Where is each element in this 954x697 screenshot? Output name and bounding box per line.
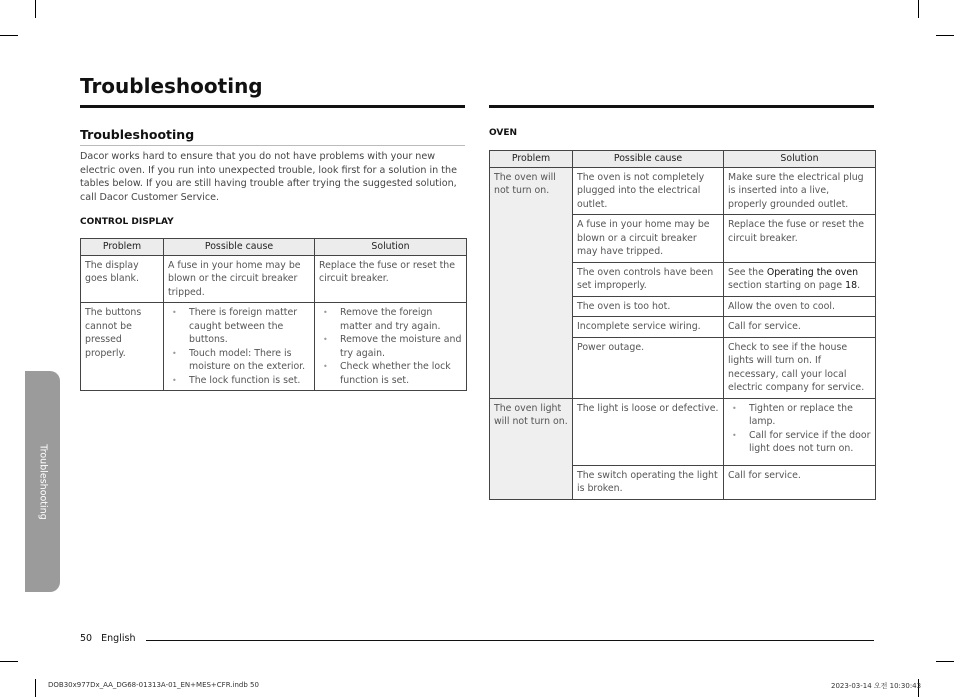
table-row: [490, 398, 876, 465]
solution-cell: Allow the oven to cool.: [724, 296, 876, 317]
cause-cell: The oven controls have been set improperly.: [573, 262, 724, 296]
solution-list: [728, 402, 871, 456]
print-date-info: 2023-03-14 오전 10:30:43: [831, 682, 922, 690]
list-item: • Tighten or replace the lamp.: [728, 402, 871, 429]
cause-cell: The oven is too hot.: [573, 296, 724, 317]
cause-cell: [164, 303, 315, 391]
problem-cell: The buttons cannot be pressed properly.: [81, 303, 164, 391]
table-header-row: [81, 239, 467, 256]
table-row: [81, 303, 467, 391]
side-tab: [25, 371, 60, 592]
solution-cell: Replace the fuse or reset the circuit breaker.: [315, 255, 467, 303]
problem-cell: The oven light will not turn on.: [490, 398, 573, 499]
solution-suffix: .: [857, 280, 861, 291]
problem-cell: The display goes blank.: [81, 255, 164, 303]
solution-cell: [724, 398, 876, 465]
header-solution: Solution: [724, 151, 876, 168]
solution-cell: Make sure the electrical plug is inserted into a live, properly grounded outlet.: [724, 167, 876, 215]
list-item: • Touch model: There is moisture on the exterior.: [168, 347, 310, 374]
list-item: • Remove the moisture and try again.: [319, 333, 462, 360]
solution-prefix: See the: [728, 266, 767, 278]
solution-cell: Call for service.: [724, 317, 876, 338]
cause-cell: A fuse in your home may be blown or a circuit breaker may have tripped.: [573, 215, 724, 263]
page-reference[interactable]: 18: [845, 280, 858, 291]
cause-cell: The switch operating the light is broken.: [573, 465, 724, 499]
crop-mark: [918, 0, 919, 18]
table-row: [81, 255, 467, 303]
list-item: • Call for service if the door light does not turn on.: [728, 429, 871, 456]
side-tab-label: Troubleshooting: [37, 443, 48, 520]
control-display-table: [80, 238, 467, 391]
list-item: • Check whether the lock function is set.: [319, 360, 462, 387]
intro-paragraph: Dacor works hard to ensure that you do not have problems with your new electric oven. If you run into unexpected trouble, look first for a solution in the tables below. If you are still having trouble after trying the suggested solution, call Dacor Customer Service.: [80, 151, 457, 203]
cause-list: [168, 306, 310, 387]
page-footer: [80, 633, 135, 644]
list-item: • The lock function is set.: [168, 374, 310, 388]
crop-mark: [0, 35, 18, 36]
solution-cell: Replace the fuse or reset the circuit breaker.: [724, 215, 876, 263]
header-cause: Possible cause: [573, 151, 724, 168]
table-header-row: [490, 151, 876, 168]
cause-cell: The oven is not completely plugged into the electrical outlet.: [573, 167, 724, 215]
cause-cell: Power outage.: [573, 337, 724, 398]
title-rule-right: [489, 105, 874, 108]
solution-cell: [724, 262, 876, 296]
solution-cell: Call for service.: [724, 465, 876, 499]
title-rule-left: [80, 105, 465, 108]
problem-cell: The oven will not turn on.: [490, 167, 573, 398]
footer-language: English: [101, 633, 136, 644]
page-number: 50: [80, 633, 93, 644]
header-problem: Problem: [490, 151, 573, 168]
crop-mark: [936, 35, 954, 36]
list-item: • There is foreign matter caught between the buttons.: [168, 306, 310, 347]
crop-mark: [35, 0, 36, 18]
cause-cell: The light is loose or defective.: [573, 398, 724, 465]
header-cause: Possible cause: [164, 239, 315, 256]
solution-list: [319, 306, 462, 387]
cause-cell: A fuse in your home may be blown or the circuit breaker tripped.: [164, 255, 315, 303]
oven-heading: OVEN: [489, 128, 518, 138]
footer-rule: [146, 640, 874, 641]
section-reference[interactable]: Operating the oven: [766, 266, 859, 278]
header-solution: Solution: [315, 239, 467, 256]
table-row: [490, 167, 876, 215]
cause-cell: Incomplete service wiring.: [573, 317, 724, 338]
solution-cell: Check to see if the house lights will turn on. If necessary, call your local electric company for service.: [724, 337, 876, 398]
print-file-info: DOB30x977Dx_AA_DG68-01313A-01_EN+MES+CFR.indb 50: [48, 681, 259, 689]
control-display-heading: CONTROL DISPLAY: [80, 217, 174, 227]
list-item: • Remove the foreign matter and try again.: [319, 306, 462, 333]
crop-mark: [35, 679, 36, 697]
solution-cell: [315, 303, 467, 391]
header-problem: Problem: [81, 239, 164, 256]
solution-middle: section starting on page: [728, 280, 846, 291]
crop-mark: [0, 661, 18, 662]
oven-table: [489, 150, 876, 500]
crop-mark: [936, 661, 954, 662]
page-title: Troubleshooting: [80, 74, 263, 98]
section-title: Troubleshooting: [80, 127, 465, 146]
